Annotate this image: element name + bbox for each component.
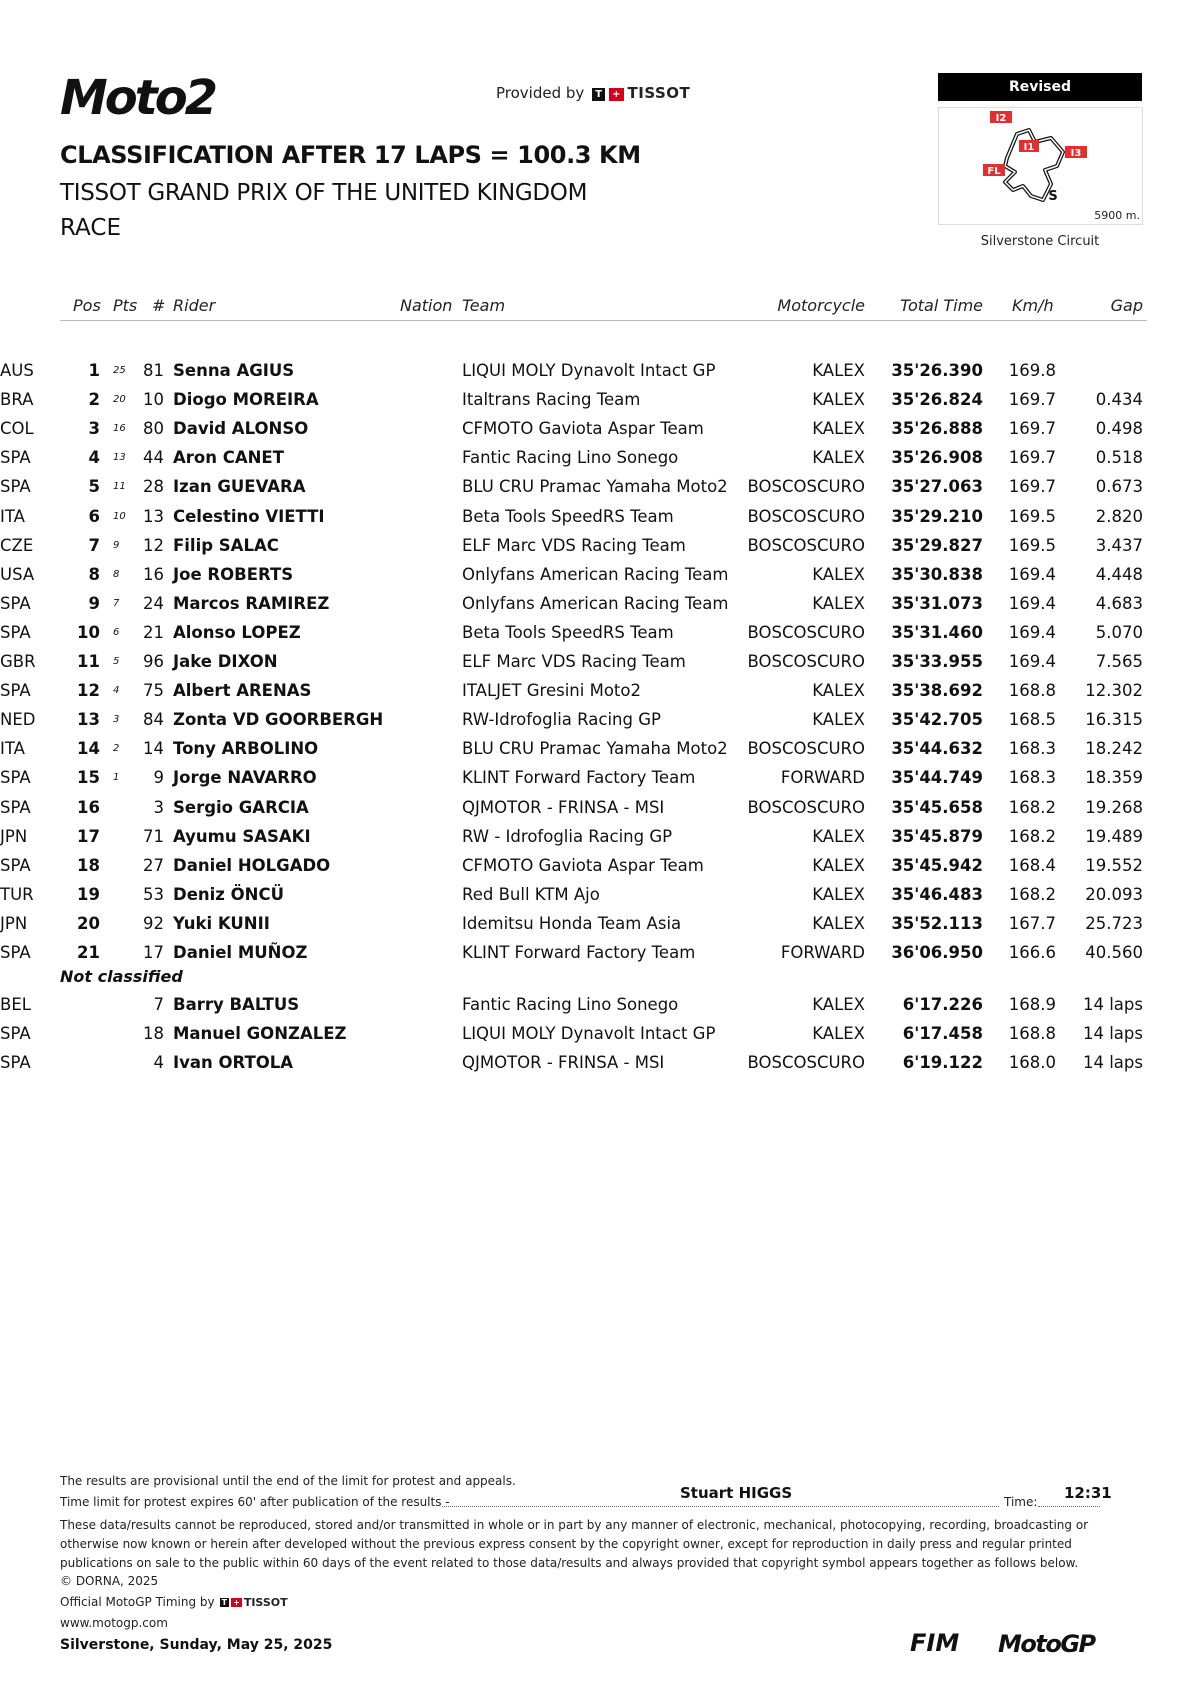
cell-team: BLU CRU Pramac Yamaha Moto2 [462, 477, 728, 497]
cell-rider: Manuel GONZALEZ [173, 1024, 347, 1044]
col-rider: Rider [173, 296, 216, 315]
table-row [0, 1024, 1199, 1053]
map-label-fl: FL [987, 166, 1001, 177]
copyright-notice: These data/results cannot be reproduced, stored and/or transmitted in whole or in part by any manner of electronic, mechanical, photocopying, recording, broadcasting or otherwise now known or herein after developed without the previous express consent by the copyright owner, except for reproduction in daily press and regular printed publications on sale to the public within 60 days of the event related to those data/results and always provided that copyright symbol appears together as follows below. [60, 1518, 1089, 1570]
cell-pts: 9 [113, 539, 120, 551]
cell-kmh: 169.4 [1008, 593, 1056, 613]
cell-pos: 9 [88, 593, 100, 613]
page-title: CLASSIFICATION AFTER 17 LAPS = 100.3 KM [60, 141, 641, 169]
session-name: RACE [60, 215, 121, 241]
cell-pos: 6 [88, 506, 100, 526]
fim-logo [908, 1628, 970, 1656]
cell-kmh: 168.8 [1008, 1024, 1056, 1044]
cell-pos: 11 [77, 652, 100, 671]
cell-gap: 4.683 [1095, 593, 1143, 613]
cell-kmh: 169.7 [1008, 477, 1056, 497]
cell-rider: Jorge NAVARRO [173, 768, 317, 788]
cell-time: 35'29.827 [891, 535, 983, 555]
cell-rider: Barry BALTUS [173, 995, 300, 1014]
cell-kmh: 169.8 [1008, 361, 1056, 380]
cell-moto: KALEX [812, 710, 865, 730]
cell-kmh: 169.4 [1008, 564, 1056, 584]
cell-nation: SPA [0, 943, 31, 962]
cell-num: 4 [153, 1053, 164, 1073]
cell-num: 7 [153, 995, 164, 1014]
cell-team: RW - Idrofoglia Racing GP [462, 826, 673, 846]
cell-gap: 18.359 [1085, 768, 1143, 788]
cell-nation: SPA [0, 593, 31, 613]
cell-pos: 18 [77, 855, 100, 875]
cell-moto: KALEX [812, 419, 865, 439]
cell-num: 16 [143, 564, 164, 584]
col-gap: Gap [1110, 296, 1143, 315]
cell-gap: 25.723 [1085, 913, 1143, 933]
cell-gap: 19.268 [1085, 797, 1143, 817]
cell-pos: 16 [77, 797, 100, 817]
official-timing: Official MotoGP Timing by T + TISSOT [60, 1595, 288, 1609]
cell-team: Onlyfans American Racing Team [462, 564, 729, 584]
cell-moto: KALEX [812, 593, 865, 613]
track-length: 5900 m. [1094, 209, 1140, 222]
cell-time: 6'17.458 [902, 1024, 983, 1044]
cell-pos: 14 [77, 739, 100, 759]
table-row [0, 623, 1199, 652]
cell-time: 35'33.955 [891, 652, 983, 671]
cell-nation: SPA [0, 768, 31, 788]
cell-nation: ITA [0, 739, 25, 759]
cell-time: 6'19.122 [902, 1053, 983, 1073]
cell-nation: USA [0, 564, 35, 584]
cell-rider: Albert ARENAS [173, 681, 312, 701]
table-row [0, 390, 1199, 419]
cell-nation: SPA [0, 681, 31, 701]
cell-rider: Alonso LOPEZ [173, 622, 301, 642]
cell-gap: 14 laps [1082, 995, 1143, 1014]
cell-pos: 2 [88, 390, 100, 410]
cell-nation: TUR [0, 884, 34, 904]
cell-pos: 8 [88, 564, 100, 584]
cell-num: 44 [143, 448, 164, 468]
cell-moto: KALEX [812, 995, 865, 1014]
cell-kmh: 169.7 [1008, 448, 1056, 468]
table-row [0, 995, 1199, 1024]
cell-rider: Ivan ORTOLA [173, 1053, 294, 1073]
cell-rider: Diogo MOREIRA [173, 390, 319, 410]
cell-num: 12 [143, 535, 164, 555]
cell-rider: Aron CANET [173, 448, 284, 468]
cell-num: 96 [143, 652, 164, 671]
cell-gap: 18.242 [1085, 739, 1143, 759]
cell-time: 35'44.632 [891, 739, 983, 759]
table-row [0, 652, 1199, 681]
cell-moto: KALEX [812, 855, 865, 875]
cell-team: RW-Idrofoglia Racing GP [462, 710, 661, 730]
cell-num: 3 [153, 797, 164, 817]
cell-pos: 17 [77, 826, 100, 846]
cell-num: 14 [143, 739, 164, 759]
cell-kmh: 168.4 [1008, 855, 1056, 875]
cell-nation: COL [0, 419, 34, 439]
table-row [0, 1053, 1199, 1082]
cell-pos: 10 [77, 622, 100, 642]
cell-kmh: 167.7 [1008, 913, 1056, 933]
cell-team: Red Bull KTM Ajo [462, 884, 600, 904]
cell-kmh: 169.7 [1008, 419, 1056, 439]
tissot-cross-icon: + [609, 88, 623, 101]
cell-gap: 20.093 [1085, 884, 1143, 904]
cell-kmh: 169.5 [1008, 535, 1056, 555]
cell-moto: FORWARD [780, 943, 865, 962]
cell-moto: KALEX [812, 361, 865, 380]
cell-rider: Tony ARBOLINO [173, 739, 319, 759]
cell-time: 35'27.063 [891, 477, 983, 497]
tissot-t-icon: T [221, 1598, 228, 1607]
cell-moto: BOSCOSCURO [747, 622, 865, 642]
cell-time: 35'30.838 [891, 564, 983, 584]
cell-gap: 0.673 [1095, 477, 1143, 497]
cell-kmh: 168.8 [1008, 681, 1056, 701]
cell-pos: 1 [88, 361, 100, 380]
cell-kmh: 168.2 [1008, 884, 1056, 904]
cell-nation: SPA [0, 1024, 31, 1044]
cell-nation: BEL [0, 995, 31, 1014]
dorna-copyright: © DORNA, 2025 [60, 1574, 159, 1588]
cell-rider: Zonta VD GOORBERGH [173, 710, 384, 730]
tissot-t-icon: T [592, 88, 605, 101]
cell-time: 35'26.908 [891, 448, 983, 468]
cell-pos: 7 [88, 535, 100, 555]
circuit-name: Silverstone Circuit [980, 234, 1100, 249]
cell-moto: BOSCOSCURO [747, 506, 865, 526]
cell-rider: Daniel MUÑOZ [173, 943, 308, 962]
cell-pts: 25 [113, 365, 126, 376]
table-row [0, 448, 1199, 477]
cell-team: Beta Tools SpeedRS Team [462, 622, 674, 642]
cell-pos: 19 [77, 884, 100, 904]
cell-pos: 21 [77, 943, 100, 962]
cell-num: 10 [143, 390, 164, 410]
map-label-i2: I2 [995, 113, 1007, 124]
cell-num: 92 [143, 913, 164, 933]
track-outline-icon [939, 108, 1142, 224]
cell-moto: BOSCOSCURO [747, 797, 865, 817]
cell-pts: 5 [113, 656, 120, 667]
cell-moto: KALEX [812, 681, 865, 701]
table-row [0, 885, 1199, 914]
header-divider [60, 320, 1147, 321]
cell-pts: 13 [113, 452, 126, 464]
table-row [0, 710, 1199, 739]
table-row [0, 477, 1199, 506]
cell-rider: Joe ROBERTS [173, 564, 294, 584]
cell-rider: Daniel HOLGADO [173, 855, 331, 875]
cell-num: 24 [143, 593, 164, 613]
map-label-start: S [1048, 189, 1058, 204]
cell-gap: 2.820 [1095, 506, 1143, 526]
cell-gap: 19.552 [1085, 855, 1143, 875]
cell-gap: 7.565 [1095, 652, 1143, 671]
cell-pts: 3 [113, 714, 120, 726]
cell-nation: ITA [0, 506, 25, 526]
event-name: TISSOT GRAND PRIX OF THE UNITED KINGDOM [60, 180, 588, 206]
svg-text:MotoGP: MotoGP [998, 1630, 1095, 1656]
cell-pos: 3 [88, 419, 100, 439]
cell-team: Italtrans Racing Team [462, 390, 641, 410]
cell-kmh: 169.4 [1008, 652, 1056, 671]
cell-time: 35'42.705 [891, 710, 983, 730]
table-row [0, 565, 1199, 594]
cell-moto: KALEX [812, 884, 865, 904]
cell-rider: Deniz ÖNCÜ [173, 884, 284, 904]
cell-kmh: 168.3 [1008, 768, 1056, 788]
website-link[interactable]: www.motogp.com [60, 1616, 168, 1630]
table-row [0, 856, 1199, 885]
cell-time: 35'26.824 [891, 390, 983, 410]
cell-moto: BOSCOSCURO [747, 739, 865, 759]
cell-team: KLINT Forward Factory Team [462, 768, 696, 788]
cell-nation: SPA [0, 477, 31, 497]
cell-moto: BOSCOSCURO [747, 535, 865, 555]
moto2-logo [60, 70, 290, 122]
cell-rider: Jake DIXON [173, 652, 278, 671]
cell-time: 35'45.658 [891, 797, 983, 817]
col-pts: Pts [113, 296, 138, 315]
cell-nation: SPA [0, 448, 31, 468]
cell-nation: GBR [0, 652, 36, 671]
cell-team: KLINT Forward Factory Team [462, 943, 696, 962]
cell-moto: KALEX [812, 913, 865, 933]
cell-num: 18 [143, 1024, 164, 1044]
cell-nation: SPA [0, 797, 31, 817]
cell-time: 35'45.879 [891, 826, 983, 846]
cell-time: 35'31.073 [891, 593, 983, 613]
col-num: # [152, 296, 166, 315]
table-row [0, 739, 1199, 768]
table-row [0, 361, 1199, 390]
cell-time: 35'44.749 [891, 768, 983, 788]
cell-moto: BOSCOSCURO [747, 1053, 865, 1073]
cell-gap: 3.437 [1095, 535, 1143, 555]
cell-num: 27 [143, 855, 164, 875]
cell-num: 71 [143, 826, 164, 846]
svg-text:FIM: FIM [910, 1629, 960, 1656]
protest-time-limit: Time limit for protest expires 60' after publication of the results - [60, 1495, 450, 1509]
cell-time: 35'38.692 [891, 681, 983, 701]
col-nation: Nation [400, 296, 453, 315]
cell-team: LIQUI MOLY Dynavolt Intact GP [462, 1024, 716, 1044]
table-row [0, 681, 1199, 710]
cell-kmh: 168.2 [1008, 797, 1056, 817]
cell-moto: KALEX [812, 826, 865, 846]
motogp-logo [998, 1630, 1126, 1656]
cell-pos: 5 [88, 477, 100, 497]
cell-team: Fantic Racing Lino Sonego [462, 448, 679, 468]
cell-nation: NED [0, 710, 36, 730]
col-team: Team [462, 296, 506, 315]
table-row [0, 914, 1199, 943]
cell-pts: 6 [113, 626, 120, 638]
cell-time: 35'45.942 [891, 855, 983, 875]
cell-team: CFMOTO Gaviota Aspar Team [462, 419, 704, 439]
table-row [0, 419, 1199, 448]
publication-time: 12:31 [1064, 1484, 1112, 1502]
cell-team: BLU CRU Pramac Yamaha Moto2 [462, 739, 728, 759]
cell-nation: JPN [0, 913, 28, 933]
cell-num: 53 [143, 884, 164, 904]
cell-kmh: 168.2 [1008, 826, 1056, 846]
provided-by: Provided by T + TISSOT [496, 84, 691, 102]
cell-time: 35'26.888 [891, 419, 983, 439]
cell-moto: KALEX [812, 564, 865, 584]
cell-num: 84 [143, 710, 164, 730]
cell-rider: Marcos RAMIREZ [173, 593, 330, 613]
cell-team: Beta Tools SpeedRS Team [462, 506, 674, 526]
cell-rider: Filip SALAC [173, 535, 279, 555]
cell-time: 6'17.226 [902, 995, 983, 1014]
cell-time: 35'46.483 [891, 884, 983, 904]
signature-line [442, 1506, 999, 1507]
cell-num: 75 [143, 681, 164, 701]
cell-nation: JPN [0, 826, 28, 846]
time-line [1038, 1506, 1100, 1507]
cell-pts: 7 [113, 597, 120, 609]
cell-gap: 5.070 [1095, 622, 1143, 642]
cell-rider: Senna AGIUS [173, 361, 295, 380]
cell-pts: 11 [113, 481, 126, 493]
provisional-note: The results are provisional until the end of the limit for protest and appeals. [60, 1474, 516, 1488]
cell-rider: Sergio GARCIA [173, 797, 309, 817]
tissot-cross-icon: + [233, 1598, 240, 1607]
cell-nation: SPA [0, 1053, 31, 1073]
map-label-i3: I3 [1070, 148, 1082, 159]
cell-time: 36'06.950 [891, 943, 983, 962]
cell-pos: 15 [77, 768, 100, 788]
cell-kmh: 168.5 [1008, 710, 1056, 730]
cell-time: 35'29.210 [891, 506, 983, 526]
cell-kmh: 168.9 [1008, 995, 1056, 1014]
cell-gap: 0.434 [1095, 390, 1143, 410]
cell-team: ELF Marc VDS Racing Team [462, 535, 686, 555]
cell-pos: 12 [77, 681, 100, 701]
cell-num: 17 [143, 943, 164, 962]
cell-kmh: 168.3 [1008, 739, 1056, 759]
cell-kmh: 169.7 [1008, 390, 1056, 410]
cell-num: 28 [143, 477, 164, 497]
cell-team: CFMOTO Gaviota Aspar Team [462, 855, 704, 875]
table-row [0, 536, 1199, 565]
cell-team: Idemitsu Honda Team Asia [462, 913, 682, 933]
cell-gap: 14 laps [1082, 1024, 1143, 1044]
cell-time: 35'26.390 [891, 361, 983, 380]
table-row [0, 507, 1199, 536]
cell-nation: SPA [0, 622, 31, 642]
cell-rider: Celestino VIETTI [173, 506, 325, 526]
cell-nation: AUS [0, 361, 34, 380]
cell-team: ELF Marc VDS Racing Team [462, 652, 686, 671]
cell-time: 35'31.460 [891, 622, 983, 642]
cell-moto: KALEX [812, 390, 865, 410]
cell-rider: Yuki KUNII [173, 913, 270, 933]
cell-kmh: 166.6 [1008, 943, 1056, 962]
cell-pts: 8 [113, 568, 120, 580]
cell-kmh: 168.0 [1008, 1053, 1056, 1073]
circuit-map [938, 107, 1143, 225]
cell-num: 81 [143, 361, 164, 380]
cell-time: 35'52.113 [891, 913, 983, 933]
cell-pts: 16 [113, 423, 126, 435]
cell-pts: 1 [113, 772, 120, 784]
cell-kmh: 169.5 [1008, 506, 1056, 526]
cell-num: 9 [153, 768, 164, 788]
cell-pos: 13 [77, 710, 100, 730]
table-row [0, 594, 1199, 623]
cell-moto: BOSCOSCURO [747, 477, 865, 497]
cell-moto: KALEX [812, 448, 865, 468]
cell-gap: 4.448 [1095, 564, 1143, 584]
col-motorcycle: Motorcycle [777, 296, 865, 315]
cell-nation: SPA [0, 855, 31, 875]
table-row [0, 827, 1199, 856]
cell-team: LIQUI MOLY Dynavolt Intact GP [462, 361, 716, 380]
cell-pos: 20 [77, 913, 100, 933]
cell-pts: 4 [113, 685, 120, 697]
cell-gap: 16.315 [1085, 710, 1143, 730]
cell-team: QJMOTOR - FRINSA - MSI [462, 797, 665, 817]
cell-rider: Izan GUEVARA [173, 477, 306, 497]
cell-gap: 0.498 [1095, 419, 1143, 439]
cell-team: Fantic Racing Lino Sonego [462, 995, 679, 1014]
cell-pos: 4 [88, 448, 100, 468]
cell-team: Onlyfans American Racing Team [462, 593, 729, 613]
cell-gap: 14 laps [1082, 1053, 1143, 1073]
table-row [0, 798, 1199, 827]
cell-num: 21 [143, 622, 164, 642]
cell-rider: Ayumu SASAKI [173, 826, 311, 846]
cell-team: QJMOTOR - FRINSA - MSI [462, 1053, 665, 1073]
svg-text:Moto2: Moto2 [60, 70, 216, 122]
col-pos: Pos [73, 296, 101, 315]
cell-gap: 40.560 [1085, 943, 1143, 962]
cell-moto: BOSCOSCURO [747, 652, 865, 671]
time-label: Time: [1004, 1495, 1038, 1509]
col-kmh: Km/h [1012, 296, 1054, 315]
revised-badge: Revised [938, 73, 1142, 101]
table-row [0, 768, 1199, 797]
cell-num: 80 [143, 419, 164, 439]
not-classified-label: Not classified [60, 967, 183, 986]
race-director: Stuart HIGGS [680, 1484, 793, 1502]
cell-gap: 12.302 [1085, 681, 1143, 701]
cell-nation: CZE [0, 535, 34, 555]
cell-moto: FORWARD [780, 768, 865, 788]
cell-num: 13 [143, 506, 164, 526]
cell-rider: David ALONSO [173, 419, 309, 439]
place-date: Silverstone, Sunday, May 25, 2025 [60, 1637, 333, 1653]
cell-moto: KALEX [812, 1024, 865, 1044]
cell-pts: 2 [113, 743, 120, 755]
cell-nation: BRA [0, 390, 34, 410]
cell-pts: 10 [113, 510, 126, 522]
cell-gap: 0.518 [1095, 448, 1143, 468]
cell-pts: 20 [113, 394, 126, 406]
col-total-time: Total Time [900, 296, 983, 315]
cell-team: ITALJET Gresini Moto2 [462, 681, 641, 701]
map-label-i1: I1 [1023, 142, 1035, 153]
cell-kmh: 169.4 [1008, 622, 1056, 642]
cell-gap: 19.489 [1085, 826, 1143, 846]
